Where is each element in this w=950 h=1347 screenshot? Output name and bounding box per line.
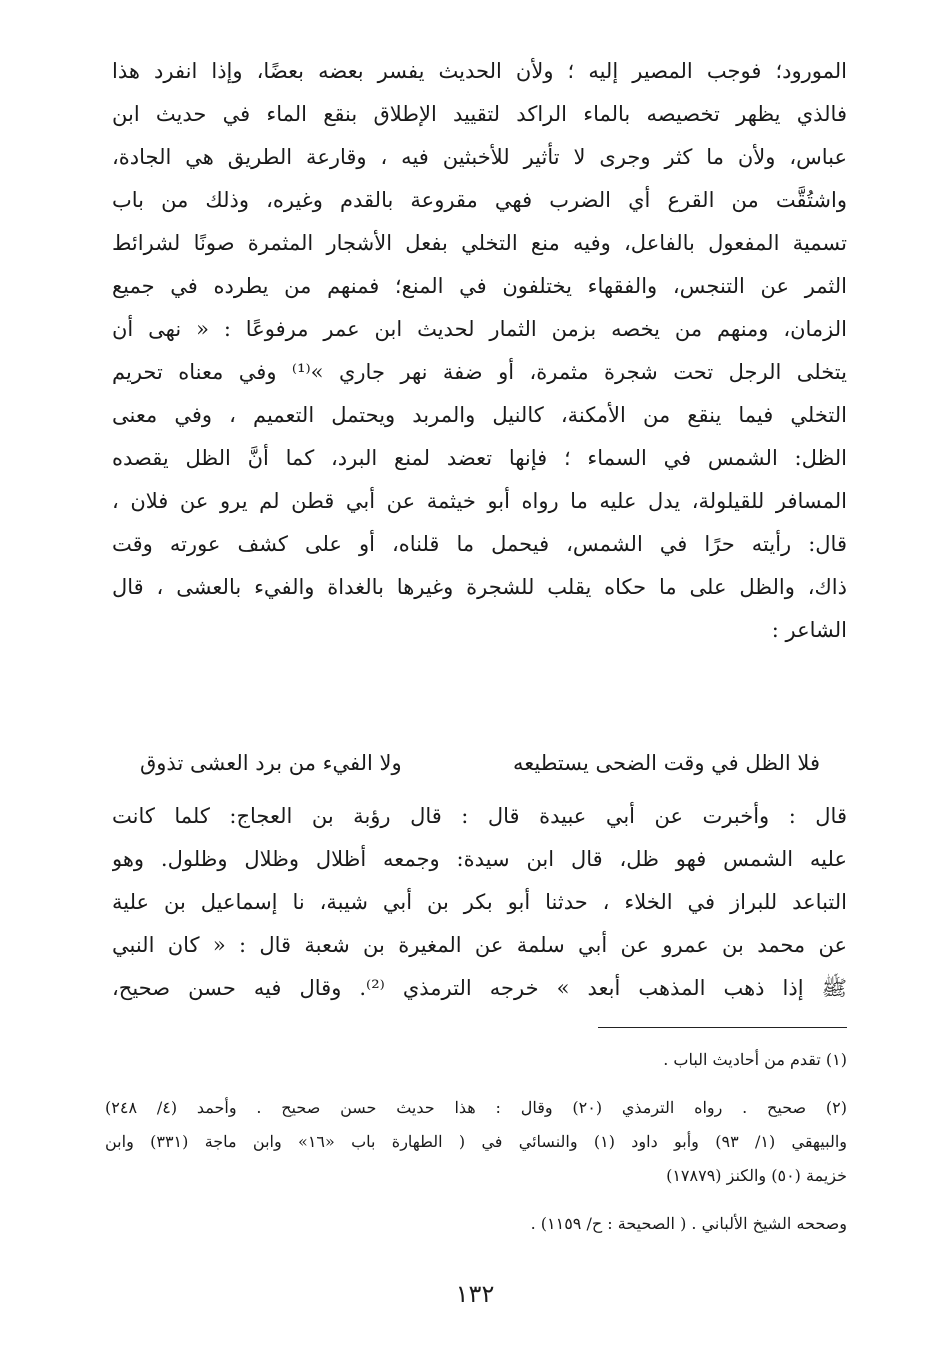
text-line: يتخلى الرجل تحت شجرة مثمرة، أو ضفة نهر جاري »⁽¹⁾ وفي معناه تحريم: [112, 360, 847, 384]
footnote-2-line: خزيمة (٥٠) والكنز (١٧٨٧٩): [666, 1166, 847, 1185]
footnote-1: (١) تقدم من أحاديث الباب .: [663, 1050, 847, 1069]
text-line: الشاعر :: [771, 618, 847, 642]
text-line: عن محمد بن عمرو عن أبي سلمة عن المغيرة بن شعبة قال : « كان النبي: [112, 933, 847, 957]
main-text-block-2: [112, 795, 847, 1010]
page-number: ١٣٢: [455, 1280, 495, 1308]
poetry-verse: [140, 742, 820, 785]
footnote-3: وصححه الشيخ الألباني . ( الصحيحة : ح/ ١١٥٩) .: [530, 1214, 847, 1233]
text-line: الظل: الشمس في السماء ؛ فإنها تعضد لمنع البرد، كما أنَّ الظل يقصده: [112, 446, 847, 470]
text-line: الثمر عن التنجس، والفقهاء يختلفون في المنع؛ فمنهم من يطرده في جميع: [112, 274, 847, 298]
text-line: المسافر للقيلولة، يدل عليه ما رواه أبو خيثمة عن أبي قطن لم يرو عن فلان ،: [112, 489, 847, 513]
text-line: المورود؛ فوجب المصير إليه ؛ ولأن الحديث يفسر بعضه بعضًا، وإذا انفرد هذا: [112, 59, 847, 83]
text-line: قال: رأيته حرًا في الشمس، فيحمل ما قلناه، أو على كشف عورته وقت: [112, 532, 847, 556]
text-line: الزمان، ومنهم من يخصه بزمن الثمار لحديث ابن عمر مرفوعًا : « نهى أن: [112, 317, 847, 341]
verse-second-hemistich: ولا الفيء من برد العشى تذوق: [140, 751, 402, 775]
text-line: قال : وأخبرت عن أبي عبيدة قال : قال رؤبة بن العجاج: كلما كانت: [112, 804, 847, 828]
footnote-2-line: والبيهقي (١/ ٩٣) وأبو داود (١) والنسائي في ( الطهارة باب «١٦» وابن ماجة (٣٣١) وابن: [105, 1132, 847, 1151]
text-line: ﷺ إذا ذهب المذهب أبعد » خرجه الترمذي ⁽²⁾. وقال فيه حسن صحيح،: [112, 976, 847, 1000]
text-line: عليه الشمس فهو ظل، قال ابن سيدة: وجمعه أظلال وظلال وظلول. وهو: [112, 847, 847, 871]
footnote-2-line: (٢) صحيح . رواه الترمذي (٢٠) وقال : هذا حديث حسن صحيح . وأحمد (٤/ ٢٤٨): [105, 1098, 847, 1117]
text-line: فالذي يظهر تخصيصه بالماء الراكد لتقييد الإطلاق بنقع الماء في حديث ابن: [112, 102, 847, 126]
text-line: واشتُقَّت من القرع أي الضرب فهي مقروعة بالقدم وغيره، وذلك من باب: [112, 188, 847, 212]
main-text-block: [112, 50, 847, 652]
text-line: التباعد للبراز في الخلاء ، حدثنا أبو بكر بن أبي شيبة، نا إسماعيل بن علية: [112, 890, 847, 914]
footnotes: [105, 1043, 847, 1241]
footnote-separator: [598, 1027, 847, 1028]
text-line: ذاك، والظل على ما حكاه يقلب للشجرة وغيرها بالغداة والفيء بالعشى ، قال: [112, 575, 847, 599]
text-line: عباس، ولأن ما كثر وجرى لا تأثير للأخبثين فيه ، وقارعة الطريق هي الجادة،: [112, 145, 847, 169]
verse-first-hemistich: فلا الظل في وقت الضحى يستطيعه: [512, 751, 820, 775]
text-line: التخلي فيما ينقع من الأمكنة، كالنيل والمربد ويحتمل التعميم ، وفي معنى: [112, 403, 847, 427]
text-line: تسمية المفعول بالفاعل، وفيه منع التخلي بفعل الأشجار المثمرة صونًا لشرائط: [112, 231, 847, 255]
